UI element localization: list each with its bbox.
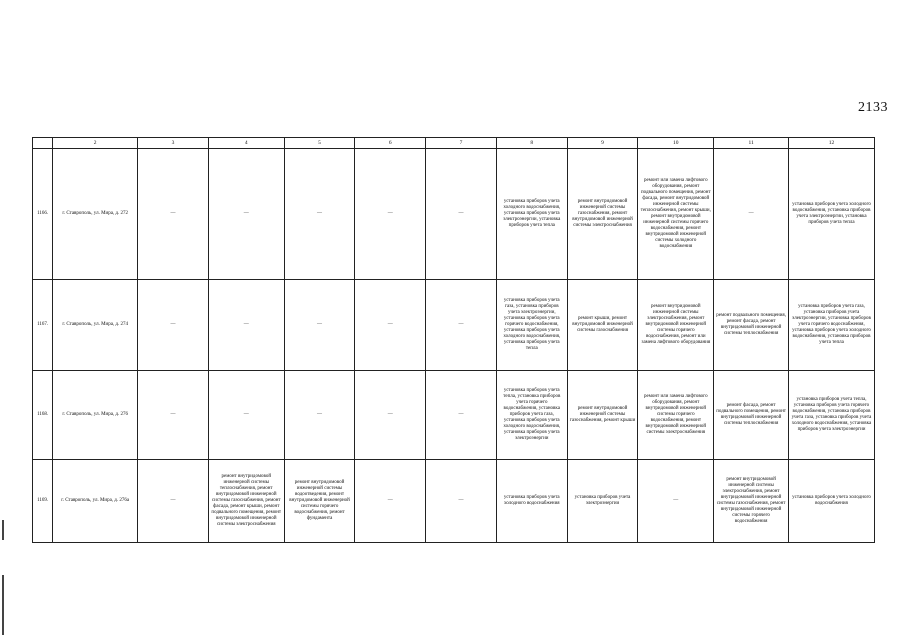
work-cell: — xyxy=(208,371,284,460)
column-header: 3 xyxy=(138,138,209,149)
work-cell: — xyxy=(138,371,209,460)
work-cell: — xyxy=(714,149,789,280)
work-cell: ремонт внутридомовой инженерной системы газоснабжения, ремонт крыши xyxy=(567,371,638,460)
work-cell: ремонт внутридомовой инженерной системы теплоснабжения, ремонт внутридомовой инженерной системы газоснабжения, ремонт фасада, ремонт крыши, ремонт подвального помещения, ремонт внутридомовой инженерной системы электроснабжения xyxy=(208,460,284,543)
column-header xyxy=(33,138,53,149)
row-number: 1169. xyxy=(33,460,53,543)
column-header: 11 xyxy=(714,138,789,149)
address-cell: г. Ставрополь, ул. Мира, д. 276а xyxy=(53,460,138,543)
work-cell: — xyxy=(426,149,497,280)
work-cell: ремонт крыши, ремонт внутридомовой инженерной системы газоснабжения xyxy=(567,280,638,371)
work-cell: установка приборов учета газа, установка приборов учета электроэнергии, установка приборов учета горячего водоснабжения, установка приборов учета холодного водоснабжения, установка приборов учета тепла xyxy=(789,280,875,371)
address-cell: г. Ставрополь, ул. Мира, д. 272 xyxy=(53,149,138,280)
column-header: 4 xyxy=(208,138,284,149)
work-cell: ремонт внутридомовой инженерной системы газоснабжения, ремонт внутридомовой инженерной системы электроснабжения xyxy=(567,149,638,280)
work-cell: — xyxy=(284,149,355,280)
work-cell: установка приборов учета тепла, установка приборов учета горячего водоснабжения, установка приборов учета газа, установка приборов учета холодного водоснабжения, установка приборов учета электроэнергии xyxy=(496,371,567,460)
column-header: 12 xyxy=(789,138,875,149)
work-cell: установка приборов учета электроэнергии xyxy=(567,460,638,543)
work-cell: ремонт фасада, ремонт подвального помещения, ремонт внутридомовой инженерной системы теплоснабжения xyxy=(714,371,789,460)
row-number: 1168. xyxy=(33,371,53,460)
work-cell: ремонт или замена лифтового оборудования, ремонт внутридомовой инженерной системы горячего водоснабжения, ремонт внутридомовой инженерной системы электроснабжения xyxy=(638,371,714,460)
work-cell: — xyxy=(138,280,209,371)
page-number: 2133 xyxy=(858,100,888,115)
column-header: 5 xyxy=(284,138,355,149)
work-cell: ремонт подвального помещения, ремонт фасада, ремонт внутридомовой инженерной системы теплоснабжения xyxy=(714,280,789,371)
address-cell: г. Ставрополь, ул. Мира, д. 276 xyxy=(53,371,138,460)
work-cell: ремонт или замена лифтового оборудования, ремонт подвального помещения, ремонт фасада, ремонт внутридомовой инженерной системы теплоснабжения, ремонт крыши, ремонт внутридомовой инженерной системы горячего водоснабжения, ремонт внутридомовой инженерной системы холодного водоснабжения xyxy=(638,149,714,280)
work-cell: установка приборов учета холодного водоснабжения, установка приборов учета электроэнергии, установка приборов учета тепла xyxy=(789,149,875,280)
work-cell: установка приборов учета газа, установка приборов учета электроэнергии, установка приборов учета горячего водоснабжения, установка приборов учета холодного водоснабжения, установка приборов учета тепла xyxy=(496,280,567,371)
table-row xyxy=(33,460,875,543)
work-cell: ремонт внутридомовой инженерной системы электроснабжения, ремонт внутридомовой инженерной системы горячего водоснабжения, ремонт или замена лифтового оборудования xyxy=(638,280,714,371)
work-cell: — xyxy=(426,280,497,371)
column-header: 6 xyxy=(355,138,426,149)
work-cell: ремонт внутридомовой инженерной системы электроснабжения, ремонт внутридомовой инженерной системы газоснабжения, ремонт внутридомовой инженерной системы горячего водоснабжения xyxy=(714,460,789,543)
column-header: 10 xyxy=(638,138,714,149)
work-cell: — xyxy=(638,460,714,543)
row-number: 1166. xyxy=(33,149,53,280)
address-cell: г. Ставрополь, ул. Мира, д. 274 xyxy=(53,280,138,371)
work-cell: установка приборов учета холодного водоснабжения xyxy=(789,460,875,543)
work-cell: установка приборов учета холодного водоснабжения, установка приборов учета электроэнергии, установка приборов учета тепла xyxy=(496,149,567,280)
column-header: 9 xyxy=(567,138,638,149)
work-cell: ремонт внутридомовой инженерной системы водоотведения, ремонт внутридомовой инженерной системы горячего водоснабжения, ремонт фундамента xyxy=(284,460,355,543)
work-cell: — xyxy=(208,149,284,280)
work-cell: — xyxy=(355,460,426,543)
table-row xyxy=(33,371,875,460)
work-cell: — xyxy=(355,371,426,460)
work-cell: — xyxy=(355,149,426,280)
works-table xyxy=(32,137,875,543)
work-cell: — xyxy=(284,371,355,460)
scan-edge-mark xyxy=(2,575,4,635)
work-cell: — xyxy=(355,280,426,371)
work-cell: — xyxy=(426,460,497,543)
work-cell: — xyxy=(138,460,209,543)
work-cell: — xyxy=(138,149,209,280)
column-header: 2 xyxy=(53,138,138,149)
header-row xyxy=(33,138,875,149)
work-cell: — xyxy=(284,280,355,371)
column-header: 8 xyxy=(496,138,567,149)
work-cell: установка приборов учета холодного водоснабжения xyxy=(496,460,567,543)
table-row xyxy=(33,280,875,371)
work-cell: — xyxy=(208,280,284,371)
table-row xyxy=(33,149,875,280)
work-cell: — xyxy=(426,371,497,460)
row-number: 1167. xyxy=(33,280,53,371)
work-cell: установка приборов учета тепла, установка приборов учета горячего водоснабжения, установка приборов учета газа, установка приборов учета холодного водоснабжения, установка приборов учета электроэнергии xyxy=(789,371,875,460)
column-header: 7 xyxy=(426,138,497,149)
scan-edge-mark xyxy=(2,520,4,540)
